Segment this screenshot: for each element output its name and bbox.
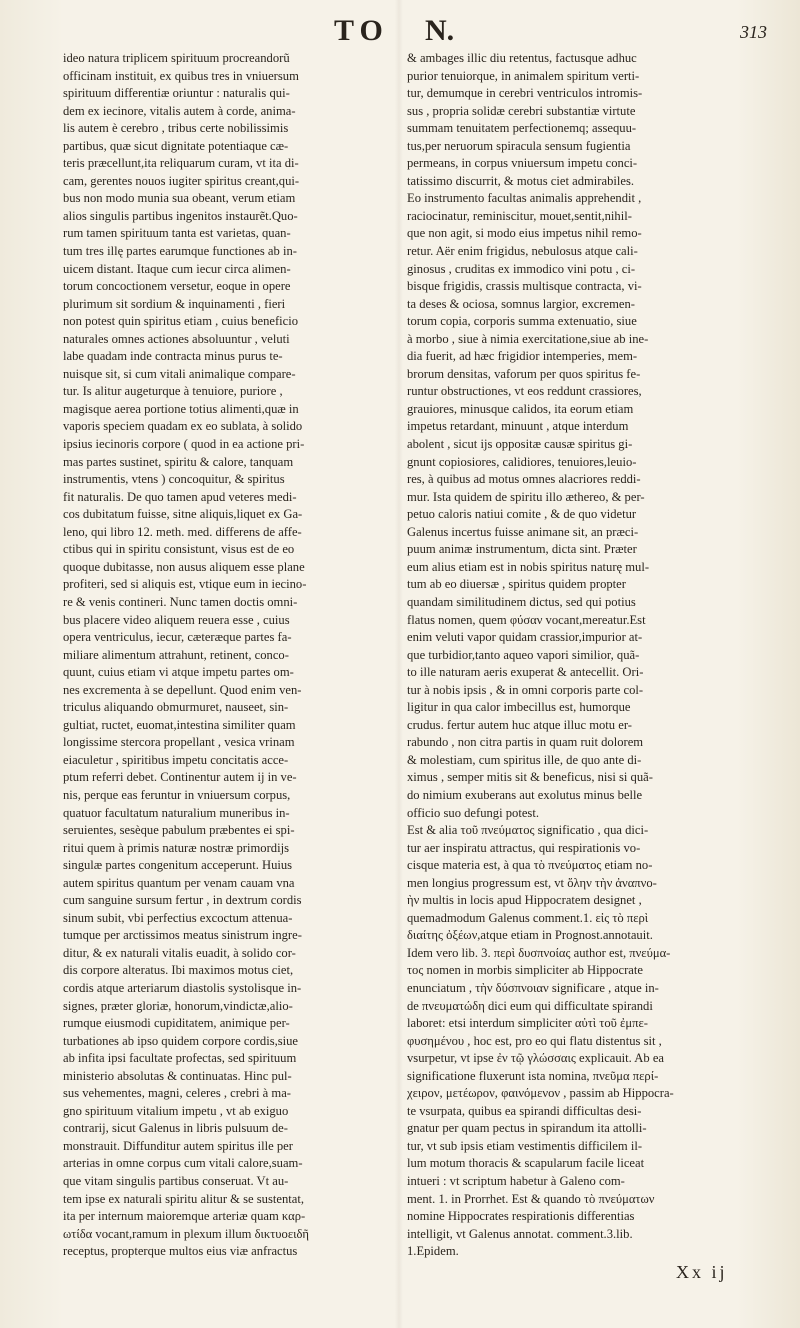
right-column-line: χειρον, μετέωρον, φαινόμενον , passim ab Hippocra-	[407, 1086, 674, 1101]
right-column-line: φυσημένου , hoc est, pro eo qui flatu distentus sit ,	[407, 1033, 662, 1048]
right-column-line: τος nomen in morbis simpliciter ab Hippocrate	[407, 963, 643, 978]
left-column-line: spirituum differentiæ oriuntur : naturalis qui-	[63, 86, 290, 101]
right-column-line: enim veluti vapor quidam crassior,impurior at-	[407, 630, 643, 645]
left-column-line: ptum referri debet. Continentur autem ij in ve-	[63, 770, 297, 785]
left-column-line: arterias in omne corpus cum vitali calore,suam-	[63, 1156, 303, 1171]
left-column-line: mas partes sustinet, spiritu & calore, tanquam	[63, 454, 294, 469]
right-column-line: ginosus , cruditas ex immodico vini potu , ci-	[407, 261, 636, 276]
right-column-line: Galenus incertus fuisse animane sit, an præci-	[407, 524, 639, 539]
left-column-line: profiteri, sed si aliquis est, vtique eum in iecino-	[63, 577, 307, 592]
left-column-line: eiaculetur , spiritibus impetu concitatis acce-	[63, 752, 289, 767]
left-column-line: rum tamen spirituum tanta est varietas, quan-	[63, 226, 291, 241]
right-column-line: grauiores, minusque calidos, ita eorum etiam	[407, 401, 634, 416]
left-column-line: cordis atque arteriarum diastolis systolisque in-	[63, 980, 302, 995]
right-column-line: permeans, in corpus vniuersum impetu conci-	[407, 156, 638, 171]
left-column-line: cos dubitatum fuisse, sitne aliquis,liquet ex Ga-	[63, 507, 303, 522]
left-column-line: ideo natura triplicem spirituum procreandorũ	[63, 51, 290, 65]
left-column-line: ditur, & ex naturali vitalis euadit, à solido cor-	[63, 945, 296, 960]
left-column-line: triculus aliquando obmurmuret, nauseet, sin-	[63, 700, 289, 715]
left-column-line: gno spirituum vitalium impetu , vt ab exiguo	[63, 1103, 289, 1118]
right-column-line: tur à nobis ipsis , & in omni corporis parte col-	[407, 682, 644, 697]
right-column-line: puum animæ instrumentum, dicta sint. Præter	[407, 542, 637, 557]
right-column-line: ligitur in qua calor imbecillus est, humorque	[407, 700, 631, 715]
right-column-line: gnunt copiosiores, calidiores, tenuiores,leuio-	[407, 454, 637, 469]
right-column-line: & ambages illic diu retentus, factusque adhuc	[407, 51, 637, 65]
right-column-line: retur. Aër enim frigidus, nebulosus atque cali-	[407, 244, 638, 259]
right-column-line: ὴν multis in locis apud Hippocratem designet ,	[407, 893, 642, 908]
right-column-line: sus , propria solidæ cerebri substantiæ virtute	[407, 103, 636, 118]
left-column-line: gultiat, ructet, euomat,intestina similiter quam	[63, 717, 296, 732]
right-column-line: quandam similitudinem dictus, sed qui potius	[407, 594, 636, 609]
left-column-line: dis corpore alteratus. Ibi maximos motus ciet,	[63, 963, 294, 978]
left-column-line: labe quadam inde contracta minus purus te-	[63, 349, 283, 364]
right-column-line: impetus retardant, minuunt , atque interdum	[407, 419, 629, 434]
right-column-line: significatione fluxerunt ista nomina, πνεῦμα περί-	[407, 1068, 659, 1083]
running-head-left: TO	[334, 14, 389, 47]
left-column-line: fit naturalis. De quo tamen apud veteres medi-	[63, 489, 297, 504]
left-column-line: tem ipse ex naturali spiritu alitur & se sustentat,	[63, 1191, 304, 1206]
right-column-line: runtur obstructiones, vt eos reddunt crassiores,	[407, 384, 642, 399]
left-column-line: ab infita ipsi facultate profectas, sed spirituum	[63, 1051, 297, 1066]
left-column-line: cum sanguine sursum fertur , in dextrum cordis	[63, 893, 302, 908]
left-column-line: uicem distant. Itaque cum iecur circa alimen-	[63, 261, 291, 276]
right-column-line: purior tenuiorque, in animalem spiritum verti-	[407, 68, 640, 83]
right-column-line: rabundo , non citra partis in quam ruit dolorem	[407, 735, 644, 750]
left-column-line: plurimum sit sordium & inquinamenti , fieri	[63, 296, 286, 311]
right-column-line: 1.Epidem.	[407, 1244, 459, 1259]
left-column-line: ministerio absolutas & continuatas. Hinc pul-	[63, 1068, 292, 1083]
right-column-line: que non agit, si modo eius impetus nihil remo-	[407, 226, 642, 241]
left-column-line: naturales omnes actiones absoluuntur , veluti	[63, 331, 290, 346]
left-column-line: cam, gerentes nouos iugiter spiritus creant,qui-	[63, 173, 300, 188]
left-column-line: ctibus qui in spiritu consistunt, visus est de eo	[63, 542, 295, 557]
left-column-line: dem ex iecinore, vitalis autem à corde, anima-	[63, 103, 296, 118]
left-column-line: que vitam singulis partibus conseruat. Vt au-	[63, 1174, 289, 1188]
left-column-line: tumque per arctissimos meatus sinistrum ingre-	[63, 928, 302, 943]
right-column-line: tus,per neruorum spiracula sensum fugientia	[407, 138, 631, 153]
right-column-line: tur, demumque in cerebri ventriculos intromis-	[407, 86, 643, 101]
right-column-line: eum alius etiam est in nobis spiritus naturę mul-	[407, 559, 650, 574]
left-column-line: ritui quem à primis naturæ nostræ primordijs	[63, 840, 289, 855]
left-column-line: quatuor facultatum naturalium muneribus in-	[63, 805, 290, 820]
right-column-line: officio suo defungi potest.	[407, 805, 539, 820]
left-column-line: signes, præter gloriæ, honorum,vindictæ,alio-	[63, 998, 293, 1013]
right-column-line: laboret: etsi interdum simpliciter αὐτὶ τοῦ ἐμπε-	[407, 1016, 648, 1031]
left-column-line: bus placere video aliquem reuera esse , cuius	[63, 612, 290, 627]
left-column-line: opera ventriculus, iecur, cæteræque partes fa-	[63, 630, 292, 645]
right-column-line: intueri : vt scriptum habetur à Galeno com-	[407, 1174, 625, 1188]
right-column-line: Idem vero lib. 3. περὶ δυσπνοίας author est, πνεύμα-	[407, 945, 671, 960]
left-column-line: ipsius iecinoris corpore ( quod in ea actione pri-	[63, 437, 305, 452]
left-column-line: partibus, quæ sicut dignitate potentiaque cæ-	[63, 138, 289, 153]
right-column-line: ment. 1. in Prorrhet. Est & quando τὸ πνεύματων	[407, 1191, 655, 1206]
right-column-line: do nimium exuberans aut exolutus minus belle	[407, 787, 643, 802]
right-column-line: summam tenuitatem perfectionemq; assequu-	[407, 121, 637, 136]
left-column-line: vaporis speciem quadam ex eo sublata, à solido	[63, 419, 303, 434]
right-column-line: quemadmodum Galenus comment.1. εἰς τὸ περὶ	[407, 910, 649, 925]
right-column-line: tur, vt sub ipsis etiam vestimentis difficilem il-	[407, 1138, 643, 1153]
left-column-line: quoque dubitasse, non ausus aliquem esse plane	[63, 559, 305, 574]
right-column-line: res, à quibus ad motus omnes alacriores reddi-	[407, 472, 641, 487]
right-column-line: bisque frigidis, crassis multisque contracta, vi-	[407, 279, 642, 294]
left-text-column	[63, 50, 393, 1261]
left-column-line: contrarij, sicut Galenus in libris pulsuum de-	[63, 1121, 288, 1136]
right-column-line: tatissimo discurrit, & motus ciet admirabiles.	[407, 173, 635, 188]
right-column-line: te vsurpata, quibus ea spirandi difficultas desi-	[407, 1103, 642, 1118]
left-column-line: receptus, propterque multos eius viæ anfractus	[63, 1244, 298, 1259]
right-column-line: abolent , sicut ijs oppositæ causæ spiritus gi-	[407, 437, 633, 452]
left-column-line: nuisque sit, si cum vitali animalique compare-	[63, 366, 296, 381]
right-column-line: dia fuerit, ad hæc frigidior intemperies, mem-	[407, 349, 638, 364]
left-column-line: seruientes, sesèque pabulum præbentes ei spi-	[63, 823, 295, 838]
left-column-line: lis autem è cerebro , tribus certe nobilissimis	[63, 121, 289, 136]
right-text-column	[407, 50, 742, 1261]
right-column-line: Eo instrumento facultas animalis apprehendit ,	[407, 191, 642, 206]
left-column-line: monstrauit. Diffunditur autem spiritus ille per	[63, 1138, 293, 1153]
right-column-line: torum copia, corporis summa extenuatio, siue	[407, 314, 637, 329]
right-column-line: men longius progressum est, vt ὅλην τὴν ἀναπνο-	[407, 875, 657, 890]
left-column-line: tur. Is alitur augeturque à tenuiore, puriore ,	[63, 384, 283, 399]
right-column-line: mur. Ista quidem de spiritu illo æthereo, & per-	[407, 489, 645, 504]
left-column-line: torum concoctionem versetur, eoque in opere	[63, 279, 291, 294]
left-column-line: tum tres illę partes earumque functiones ab in-	[63, 244, 297, 259]
right-column-line: & molestiam, cum spiritus ille, de quo ante di-	[407, 752, 642, 767]
right-column-line: vsurpetur, vt ipse ἐν τῷ γλώσσαις explicauit. Ab ea	[407, 1051, 665, 1066]
signature-mark: Xx ij	[676, 1262, 728, 1282]
left-column-line: re & venis contineri. Nunc tamen doctis omni-	[63, 594, 298, 609]
right-column-line: Est & alia τοῦ πνεύματος significatio , qua dici-	[407, 823, 649, 838]
right-column-line: lum motum thoracis & scapularum facile liceat	[407, 1156, 645, 1171]
right-column-line: tur aer inspiratu attractus, qui respirationis vo-	[407, 840, 641, 855]
left-column-line: officinam instituit, ex quibus tres in vniuersum	[63, 68, 299, 83]
left-column-line: ωτίδα vocant,ramum in plexum illum δικτυοειδῆ	[63, 1226, 310, 1241]
left-column-line: alios singulis partibus ingenitos instaurẽt.Quo-	[63, 208, 298, 223]
right-column-line: cisque materia est, à qua τὸ πνεύματος etiam no-	[407, 858, 653, 873]
right-column-line: crudus. fertur autem huc atque illuc motu er-	[407, 717, 632, 732]
gutter-shadow	[395, 0, 403, 1328]
left-column-line: bus non modo munia sua obeant, verum etiam	[63, 191, 296, 206]
right-column-line: à morbo , siue à nimia exercitatione,siue ab ine-	[407, 331, 649, 346]
right-column-line: enunciatum , τὴν δύσπνοιαν significare , atque in-	[407, 980, 659, 995]
right-column-line: raciocinatur, reminiscitur, mouet,sentit,nihil-	[407, 208, 632, 223]
left-column-line: leno, qui libro 12. meth. med. differens de affe-	[63, 524, 302, 539]
right-column-line: intelligit, vt Galenus annotat. comment.3.lib.	[407, 1226, 633, 1241]
left-column-line: turbationes ab ipso quidem corpore cordis,siue	[63, 1033, 299, 1048]
right-column-line: ta deses & ociosa, somnus largior, excremen-	[407, 296, 635, 311]
right-column-line: petuo caloris natiui comite , & de quo videtur	[407, 507, 637, 522]
right-column-line: to ille naturam aeris exuperat & antecellit. Ori-	[407, 665, 644, 680]
right-column-line: flatus nomen, quem φύσαν vocant,mereatur.Est	[407, 612, 646, 627]
left-column-line: instrumentis, vtens ) concoquitur, & spiritus	[63, 472, 285, 487]
right-column-line: tum ab eo diuersæ , spiritus quidem propter	[407, 577, 626, 592]
left-column-line: teris præcellunt,ita reliquarum curam, vt ita di-	[63, 156, 299, 171]
page-number: 313	[740, 22, 767, 42]
right-column-line: διαίτης ὀξέων,atque etiam in Prognost.annotauit.	[407, 928, 653, 943]
left-column-line: non potest quin spiritus etiam , cuius beneficio	[63, 314, 299, 329]
left-column-line: quunt, cuius etiam vi atque impetu partes om-	[63, 665, 294, 680]
right-column-line: brorum densitas, vaforum per quos spiritus fe-	[407, 366, 641, 381]
running-head-right: N.	[425, 14, 455, 47]
left-column-line: ita per internum maioremque arteriæ quam καρ-	[63, 1209, 306, 1224]
left-column-line: miliare alimentum attrahunt, retinent, conco-	[63, 647, 289, 662]
right-column-line: ximus , semper mitis sit & beneficus, nisi si quã-	[407, 770, 653, 785]
left-column-line: autem spiritus quantum per venam cauam vna	[63, 875, 295, 890]
left-column-line: sinum subit, vbi perfectius excoctum attenua-	[63, 910, 293, 925]
right-column-line: que turbidior,tanto aqueo vapori similior, quã-	[407, 647, 640, 662]
left-column-line: longissime stercora propellant , vesica vrinam	[63, 735, 295, 750]
right-column-line: nomine Hippocrates respirationis differentias	[407, 1209, 635, 1224]
left-column-line: nes excrementa à se depellunt. Quod enim ven-	[63, 682, 302, 697]
running-head	[0, 8, 800, 48]
left-column-line: sus vehementes, magni, celeres , crebri à ma-	[63, 1086, 291, 1101]
right-column-line: de πνευματώδη dici eum qui difficultate spirandi	[407, 998, 653, 1013]
left-column-line: magisque aerea portione totius alimenti,quæ in	[63, 401, 299, 416]
left-column-line: nis, perque eas feruntur in vniuersum corpus,	[63, 787, 291, 802]
left-column-line: rumque eiusmodi cupiditatem, animique per-	[63, 1016, 290, 1031]
right-column-line: gnatur per quam pectus in spirandum ita attolli-	[407, 1121, 647, 1136]
left-column-line: singulæ partes congenitum acceperunt. Huius	[63, 858, 293, 873]
